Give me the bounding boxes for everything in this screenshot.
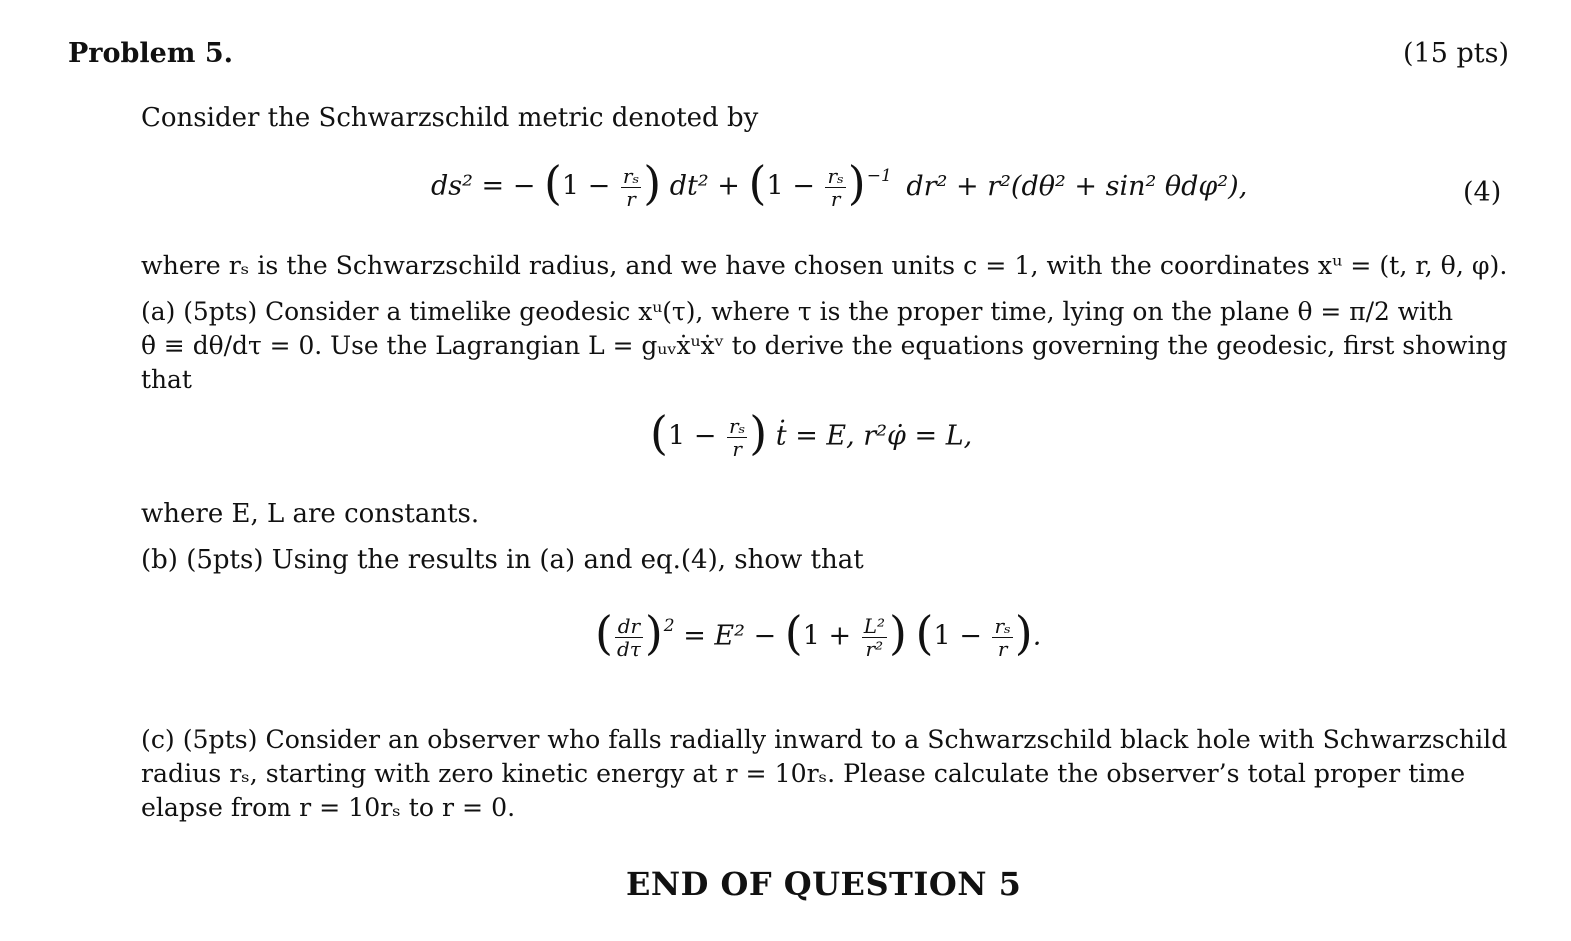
eqa-one: 1 − [667, 420, 717, 452]
part-b-text: (b) (5pts) Using the results in (a) and eq.(4), show that [141, 545, 864, 575]
part-c-line-2: radius rₛ, starting with zero kinetic energy at r = 10rₛ. Please calculate the observer’s total proper time [141, 759, 1466, 788]
end-of-question: END OF QUESTION 5 [626, 865, 1022, 903]
constants-text: where E, L are constants. [141, 499, 480, 529]
fraction-denominator: dτ [616, 636, 641, 661]
equation-a [650, 406, 973, 464]
eq4-one-b: 1 − [766, 170, 815, 202]
eqb-square: 2 [663, 615, 675, 636]
where-text: where rₛ is the Schwarzschild radius, and we have chosen units c = 1, with the coordinates xᵘ = (t, r, θ, φ). [141, 251, 1508, 280]
paren-close: ) [644, 606, 663, 660]
fraction-numerator: L² [863, 613, 885, 638]
equation-number: (4) [1463, 177, 1502, 208]
part-a-line-2: θ̇ ≡ dθ/dτ = 0. Use the Lagrangian L = gᵤᵥẋᵘẋᵛ to derive the equations governing the geodesic, first showing [141, 331, 1508, 360]
rs-over-r-fraction [621, 165, 641, 210]
paren-open: ( [748, 156, 767, 210]
fraction-numerator: rₛ [994, 613, 1011, 638]
l2-over-r2-fraction [862, 615, 887, 660]
paren-open: ( [650, 406, 668, 460]
eqb-mid: = E² − [683, 620, 777, 652]
paren-close: ) [749, 406, 768, 460]
equation-b [595, 606, 1042, 664]
paren-open: ( [915, 606, 934, 660]
eqb-one-minus: 1 − [933, 620, 982, 652]
eq4-rest: dr² + r²(dθ² + sin² θdφ²), [906, 170, 1248, 202]
fraction-denominator: r [997, 636, 1008, 661]
eq4-exponent: −1 [866, 165, 892, 186]
part-a-line-1: (a) (5pts) Consider a timelike geodesic xᵘ(τ), where τ is the proper time, lying on the plane θ = π/2 with [141, 297, 1454, 326]
fraction-denominator: r [732, 436, 742, 461]
eqa-rest: ṫ = E, r²φ̇ = L, [775, 420, 973, 452]
part-a-line-3: that [141, 365, 192, 394]
fraction-denominator: r [626, 186, 636, 211]
eq4-dt: dt² + [669, 170, 740, 202]
eq4-one-a: 1 − [561, 170, 611, 202]
paren-open: ( [784, 606, 803, 660]
rs-over-r-fraction [727, 415, 747, 460]
intro-text: Consider the Schwarzschild metric denoted by [141, 103, 759, 133]
paren-close: ) [1014, 606, 1033, 660]
eqb-period: . [1032, 620, 1042, 652]
paren-open: ( [595, 606, 613, 660]
paren-open: ( [543, 156, 562, 210]
part-c-line-3: elapse from r = 10rₛ to r = 0. [141, 793, 516, 822]
fraction-denominator: r [830, 186, 841, 211]
part-a-text [141, 295, 1507, 397]
fraction-numerator: rₛ [827, 163, 844, 188]
problem-title: Problem 5. [68, 38, 234, 69]
eqb-one-plus: 1 + [802, 620, 852, 652]
dr-dtau-fraction [615, 615, 643, 660]
part-c-text [141, 723, 1507, 825]
eq4-lhs: ds² = − [431, 170, 536, 202]
problem-points: (15 pts) [1403, 38, 1509, 69]
rs-over-r-fraction [825, 165, 845, 210]
fraction-numerator: dr [615, 615, 643, 638]
fraction-numerator: rₛ [728, 413, 746, 438]
paren-close: ) [643, 156, 662, 210]
part-c-line-1: (c) (5pts) Consider an observer who falls radially inward to a Schwarzschild black hole with Schwarzschild [141, 725, 1508, 754]
paren-close: ) [889, 606, 907, 660]
paren-close: ) [847, 156, 866, 210]
rs-over-r-fraction [992, 615, 1012, 660]
fraction-denominator: r² [865, 636, 884, 661]
fraction-numerator: rₛ [622, 163, 640, 188]
equation-4 [431, 156, 1248, 214]
